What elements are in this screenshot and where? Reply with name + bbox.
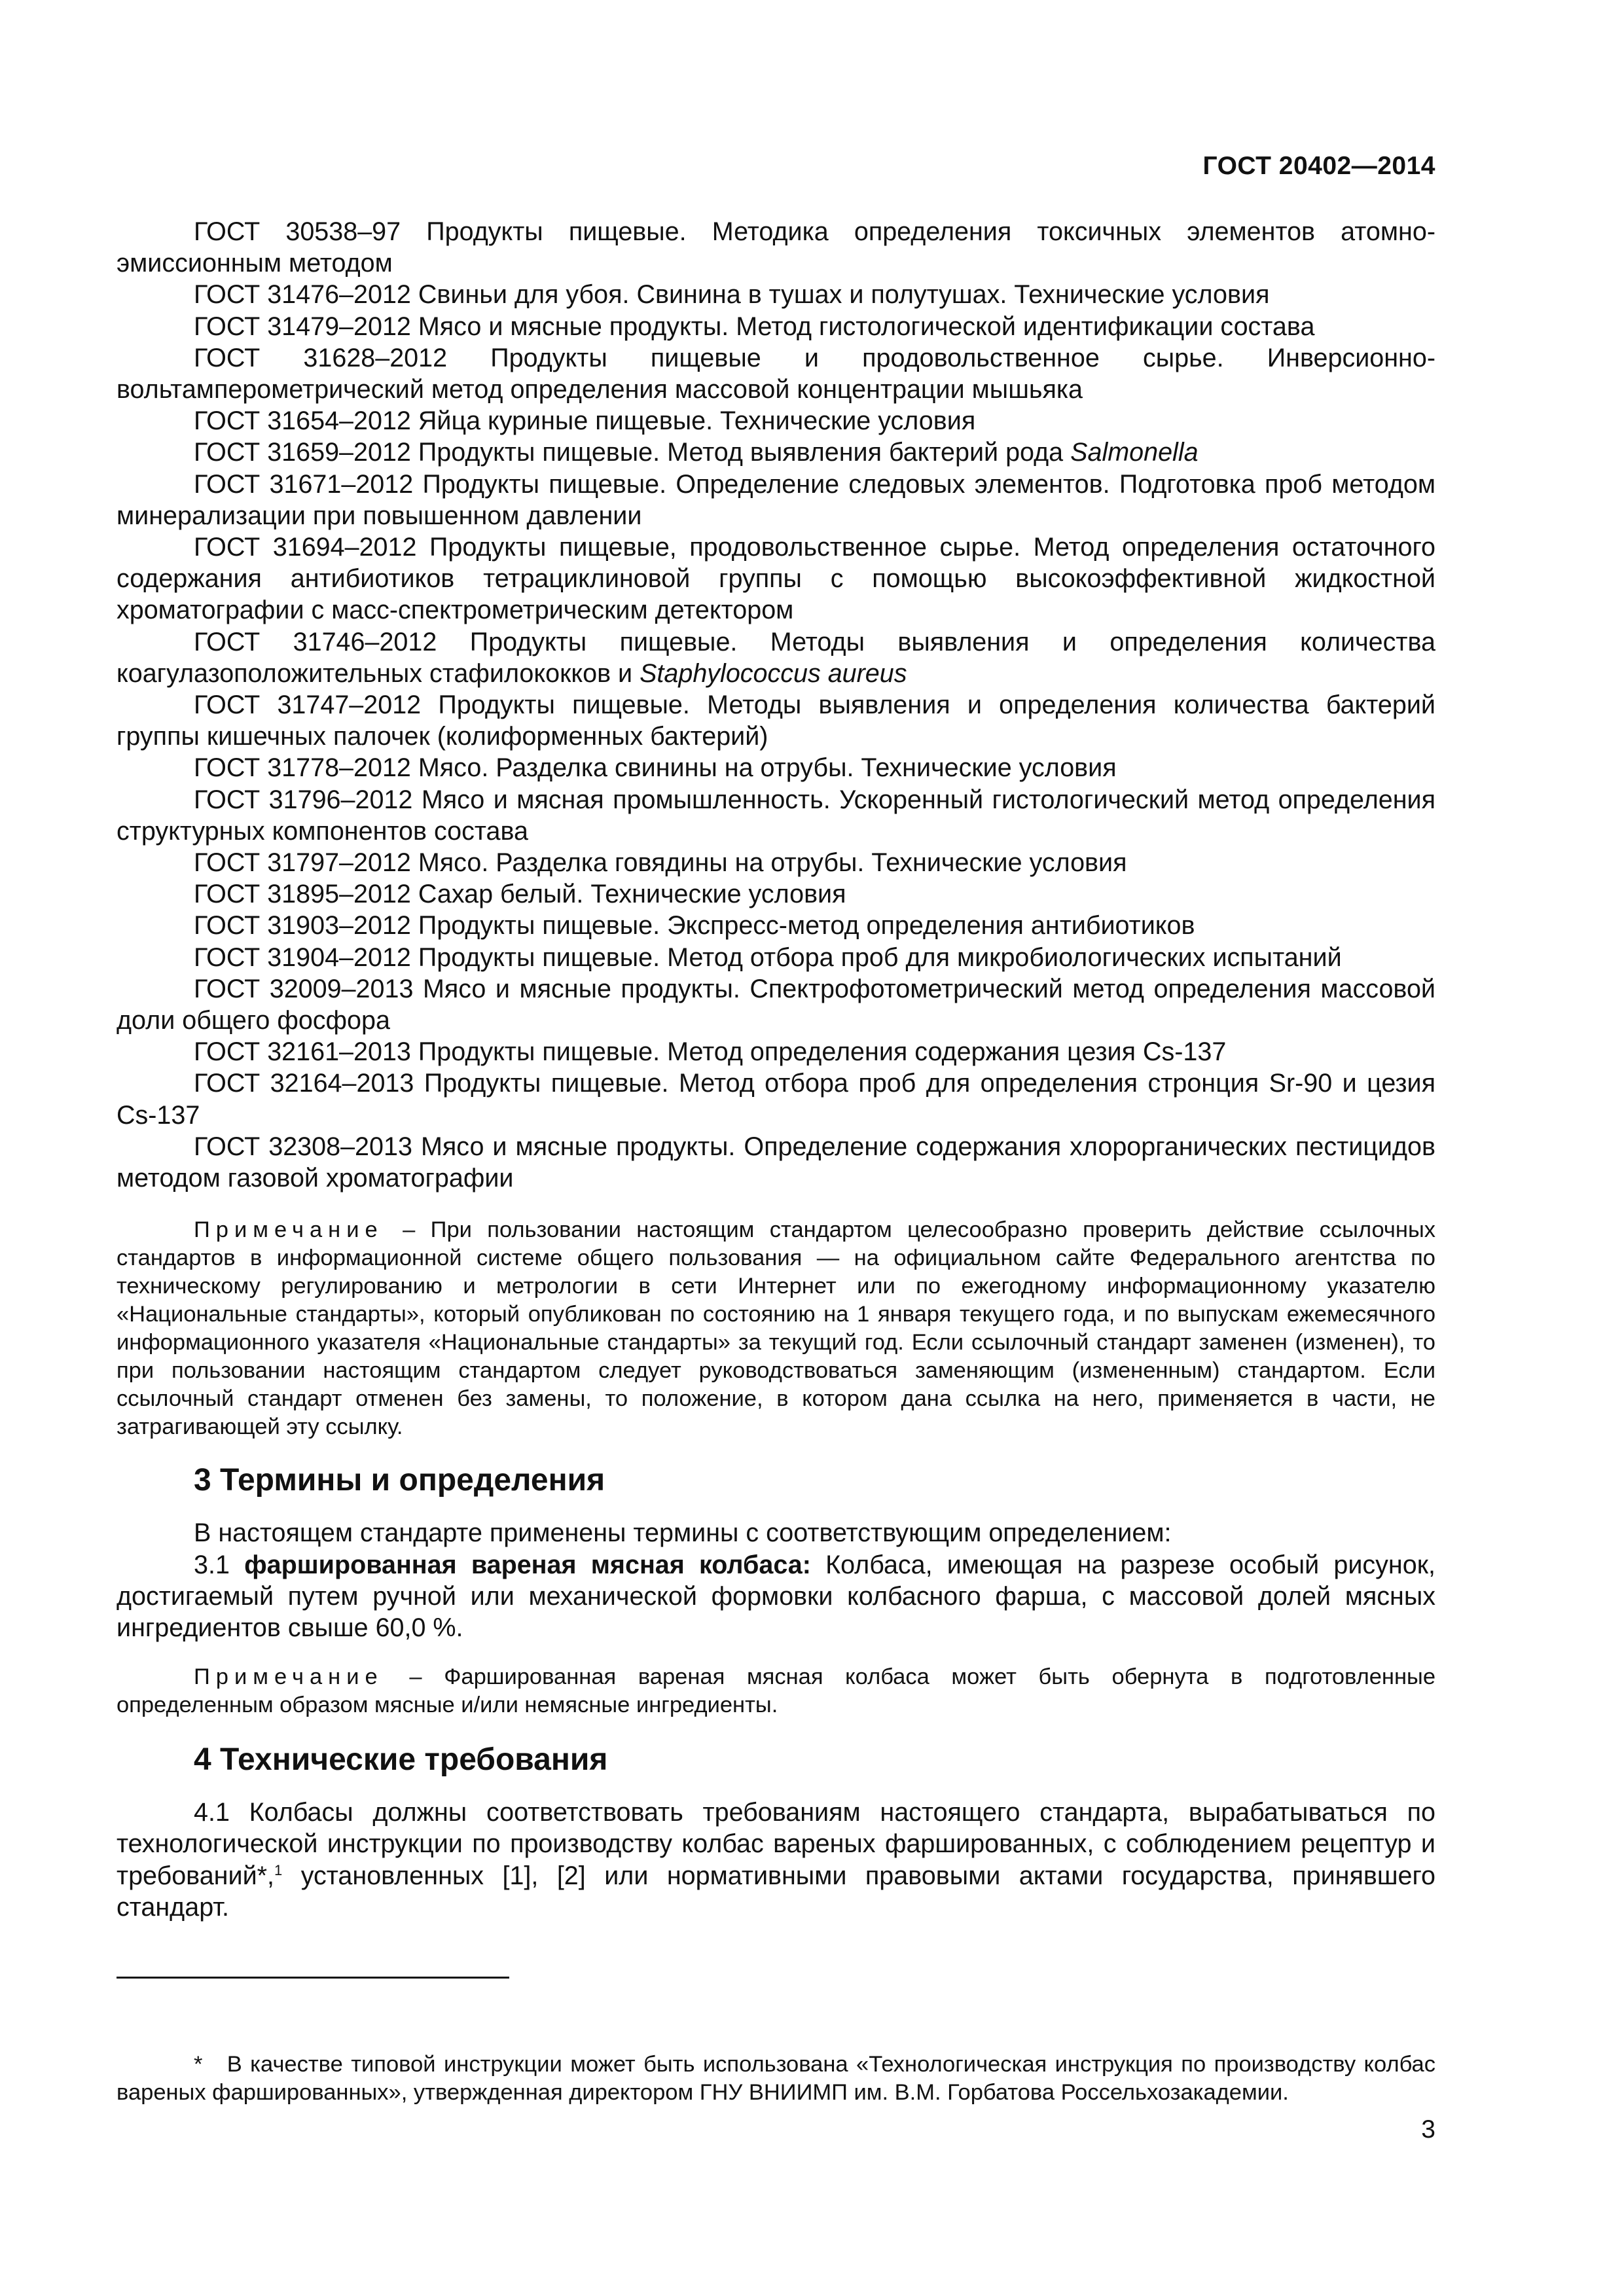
- reference-title: Мясо. Разделка говядины на отрубы. Технические условия: [418, 848, 1127, 878]
- term-3-1: [117, 1549, 1435, 1644]
- reference-title: Мясо. Разделка свинины на отрубы. Технические условия: [418, 753, 1117, 783]
- term-definition: Колбаса, имеющая на разрезе особый рисунок, достигаемый путем ручной или механической формовки колбасного фарша, с массовой долей мясных ингредиентов свыше 60,0 %.: [117, 1550, 1435, 1642]
- reference-code: ГОСТ 32161–2013: [194, 1037, 411, 1067]
- reference-item: [117, 626, 1435, 689]
- term-note: [117, 1663, 1435, 1719]
- reference-title: Мясо и мясная промышленность. Ускоренный гистологический метод определения структурных компонентов состава: [117, 785, 1435, 846]
- references-note: [117, 1216, 1435, 1441]
- reference-code: ГОСТ 30538–97: [194, 217, 401, 246]
- reference-title: Продукты пищевые. Методы выявления и определения количества коагулазоположительных стафилококков и: [117, 627, 1435, 688]
- section-3-heading: 3 Термины и определения: [194, 1463, 605, 1498]
- document-body: [117, 216, 1435, 1923]
- reference-code: ГОСТ 31746–2012: [194, 627, 437, 656]
- reference-title: Яйца куриные пищевые. Технические условия: [418, 406, 976, 436]
- reference-item: [117, 279, 1435, 310]
- reference-italic-term: Staphylococcus aureus: [640, 658, 907, 688]
- reference-title: Мясо и мясные продукты. Определение содержания хлорорганических пестицидов методом газовой хроматографии: [117, 1132, 1435, 1193]
- reference-code: ГОСТ 32009–2013: [194, 974, 414, 1003]
- note-text: – При пользовании настоящим стандартом целесообразно проверить действие ссылочных стандартов в информационной системе общего пользования — на официальном сайте Федерального агентства по техническому регулированию и метрологии в сети Интернет или по ежегодному информационному указателю «Национальные стандарты», который опубликован по состоянию на 1 января текущего года, и по выпускам ежемесячного информационного указателя «Национальные стандарты» за текущий год. Если ссылочный стандарт заменен (изменен), то при пользовании настоящим стандартом следует руководствоваться заменяющим (измененным) стандартом. Если ссылочный стандарт отменен без замены, то положение, в котором дана ссылка на него, применяется в части, не затрагивающей эту ссылку.: [117, 1217, 1435, 1440]
- reference-item: [117, 531, 1435, 626]
- clause-4-1: [117, 1797, 1435, 1923]
- reference-title: Продукты пищевые. Метод отбора проб для определения стронция Sr-90 и цезия Cs-137: [117, 1069, 1435, 1130]
- reference-code: ГОСТ 31797–2012: [194, 848, 411, 878]
- reference-title: Продукты пищевые. Экспресс-метод определения антибиотиков: [418, 911, 1195, 941]
- reference-title: Продукты пищевые, продовольственное сырье. Метод определения остаточного содержания антибиотиков тетрациклиновой группы с помощью высокоэффективной жидкостной хроматографии с масс-спектрометрическим детектором: [117, 533, 1435, 625]
- footnote-text: В качестве типовой инструкции может быть использована «Технологическая инструкция по производству колбас вареных фаршированных», утвержденная директором ГНУ ВНИИМП им. В.М. Горбатова Россельхозакадемии.: [117, 2051, 1435, 2105]
- reference-item: [117, 1131, 1435, 1194]
- note-label: Примечание: [194, 1217, 384, 1243]
- reference-item: [117, 1036, 1435, 1067]
- reference-italic-term: Salmonella: [1070, 438, 1199, 467]
- normative-references-list: [117, 216, 1435, 1194]
- reference-title: Продукты пищевые. Метод определения содержания цезия Cs-137: [418, 1037, 1227, 1067]
- reference-item: [117, 847, 1435, 878]
- term-number: 3.1: [194, 1550, 230, 1579]
- reference-code: ГОСТ 31895–2012: [194, 880, 411, 909]
- reference-item: [117, 469, 1435, 531]
- reference-item: [117, 752, 1435, 783]
- reference-item: [117, 689, 1435, 752]
- reference-code: ГОСТ 31671–2012: [194, 469, 414, 499]
- reference-code: ГОСТ 31778–2012: [194, 753, 411, 783]
- reference-item: [117, 973, 1435, 1036]
- reference-title: Продукты пищевые. Метод выявления бактерий рода: [418, 438, 1064, 467]
- reference-item: [117, 942, 1435, 973]
- reference-code: ГОСТ 31904–2012: [194, 942, 411, 972]
- section-4-heading: 4 Технические требования: [194, 1742, 608, 1778]
- reference-code: ГОСТ 31628–2012: [194, 343, 448, 372]
- reference-code: ГОСТ 31903–2012: [194, 911, 411, 941]
- reference-code: ГОСТ 31659–2012: [194, 438, 411, 467]
- reference-title: Продукты пищевые. Методика определения токсичных элементов атомно-эмиссионным методом: [117, 217, 1435, 278]
- reference-item: [117, 311, 1435, 342]
- reference-title: Сахар белый. Технические условия: [418, 880, 846, 909]
- section-3-intro: В настоящем стандарте применены термины с соответствующим определением:: [194, 1518, 1172, 1548]
- reference-code: ГОСТ 31479–2012: [194, 312, 411, 341]
- reference-title: Мясо и мясные продукты. Спектрофотометрический метод определения массовой доли общего фосфора: [117, 974, 1435, 1035]
- reference-item: [117, 216, 1435, 279]
- reference-code: ГОСТ 32308–2013: [194, 1132, 412, 1161]
- reference-code: ГОСТ 31694–2012: [194, 533, 417, 562]
- reference-item: [117, 910, 1435, 941]
- reference-item: [117, 342, 1435, 405]
- reference-code: ГОСТ 32164–2013: [194, 1069, 414, 1098]
- term-name: фаршированная вареная мясная колбаса:: [244, 1550, 811, 1579]
- footnote-ref[interactable]: 1: [274, 1861, 283, 1878]
- footnote-mark: *: [194, 2051, 203, 2077]
- note-label: Примечание: [194, 1664, 384, 1690]
- note-text: – Фаршированная вареная мясная колбаса может быть обернута в подготовленные определенным образом мясные и/или немясные ингредиенты.: [117, 1664, 1436, 1718]
- footnote: [117, 2051, 1435, 2107]
- clause-text-end: установленных [1], [2] или нормативными правовыми актами государства, принявшего стандарт.: [117, 1861, 1435, 1922]
- reference-code: ГОСТ 31476–2012: [194, 280, 411, 310]
- reference-title: Продукты пищевые. Определение следовых элементов. Подготовка проб методом минерализации при повышенном давлении: [117, 469, 1435, 530]
- reference-item: [117, 784, 1435, 847]
- reference-item: [117, 437, 1435, 468]
- footnote-separator: [117, 1977, 509, 1979]
- reference-title: Продукты пищевые и продовольственное сырье. Инверсионно-вольтамперометрический метод определения массовой концентрации мышьяка: [117, 343, 1435, 404]
- reference-code: ГОСТ 31747–2012: [194, 691, 422, 720]
- reference-title: Свиньи для убоя. Свинина в тушах и полутушах. Технические условия: [418, 280, 1270, 310]
- reference-item: [117, 405, 1435, 437]
- reference-code: ГОСТ 31654–2012: [194, 406, 411, 436]
- reference-code: ГОСТ 31796–2012: [194, 785, 413, 814]
- reference-title: Продукты пищевые. Методы выявления и определения количества бактерий группы кишечных палочек (колиформенных бактерий): [117, 691, 1435, 751]
- reference-item: [117, 878, 1435, 910]
- reference-title: Продукты пищевые. Метод отбора проб для микробиологических испытаний: [418, 942, 1342, 972]
- clause-text-start: 4.1 Колбасы должны соответствовать требованиям настоящего стандарта, вырабатываться по технологической инструкции по производству колбас вареных фаршированных, с соблюдением рецептур и требований*,: [117, 1798, 1435, 1890]
- page-number: 3: [1421, 2115, 1435, 2144]
- reference-title: Мясо и мясные продукты. Метод гистологической идентификации состава: [418, 312, 1315, 341]
- reference-item: [117, 1067, 1435, 1130]
- document-header: ГОСТ 20402—2014: [1202, 152, 1435, 180]
